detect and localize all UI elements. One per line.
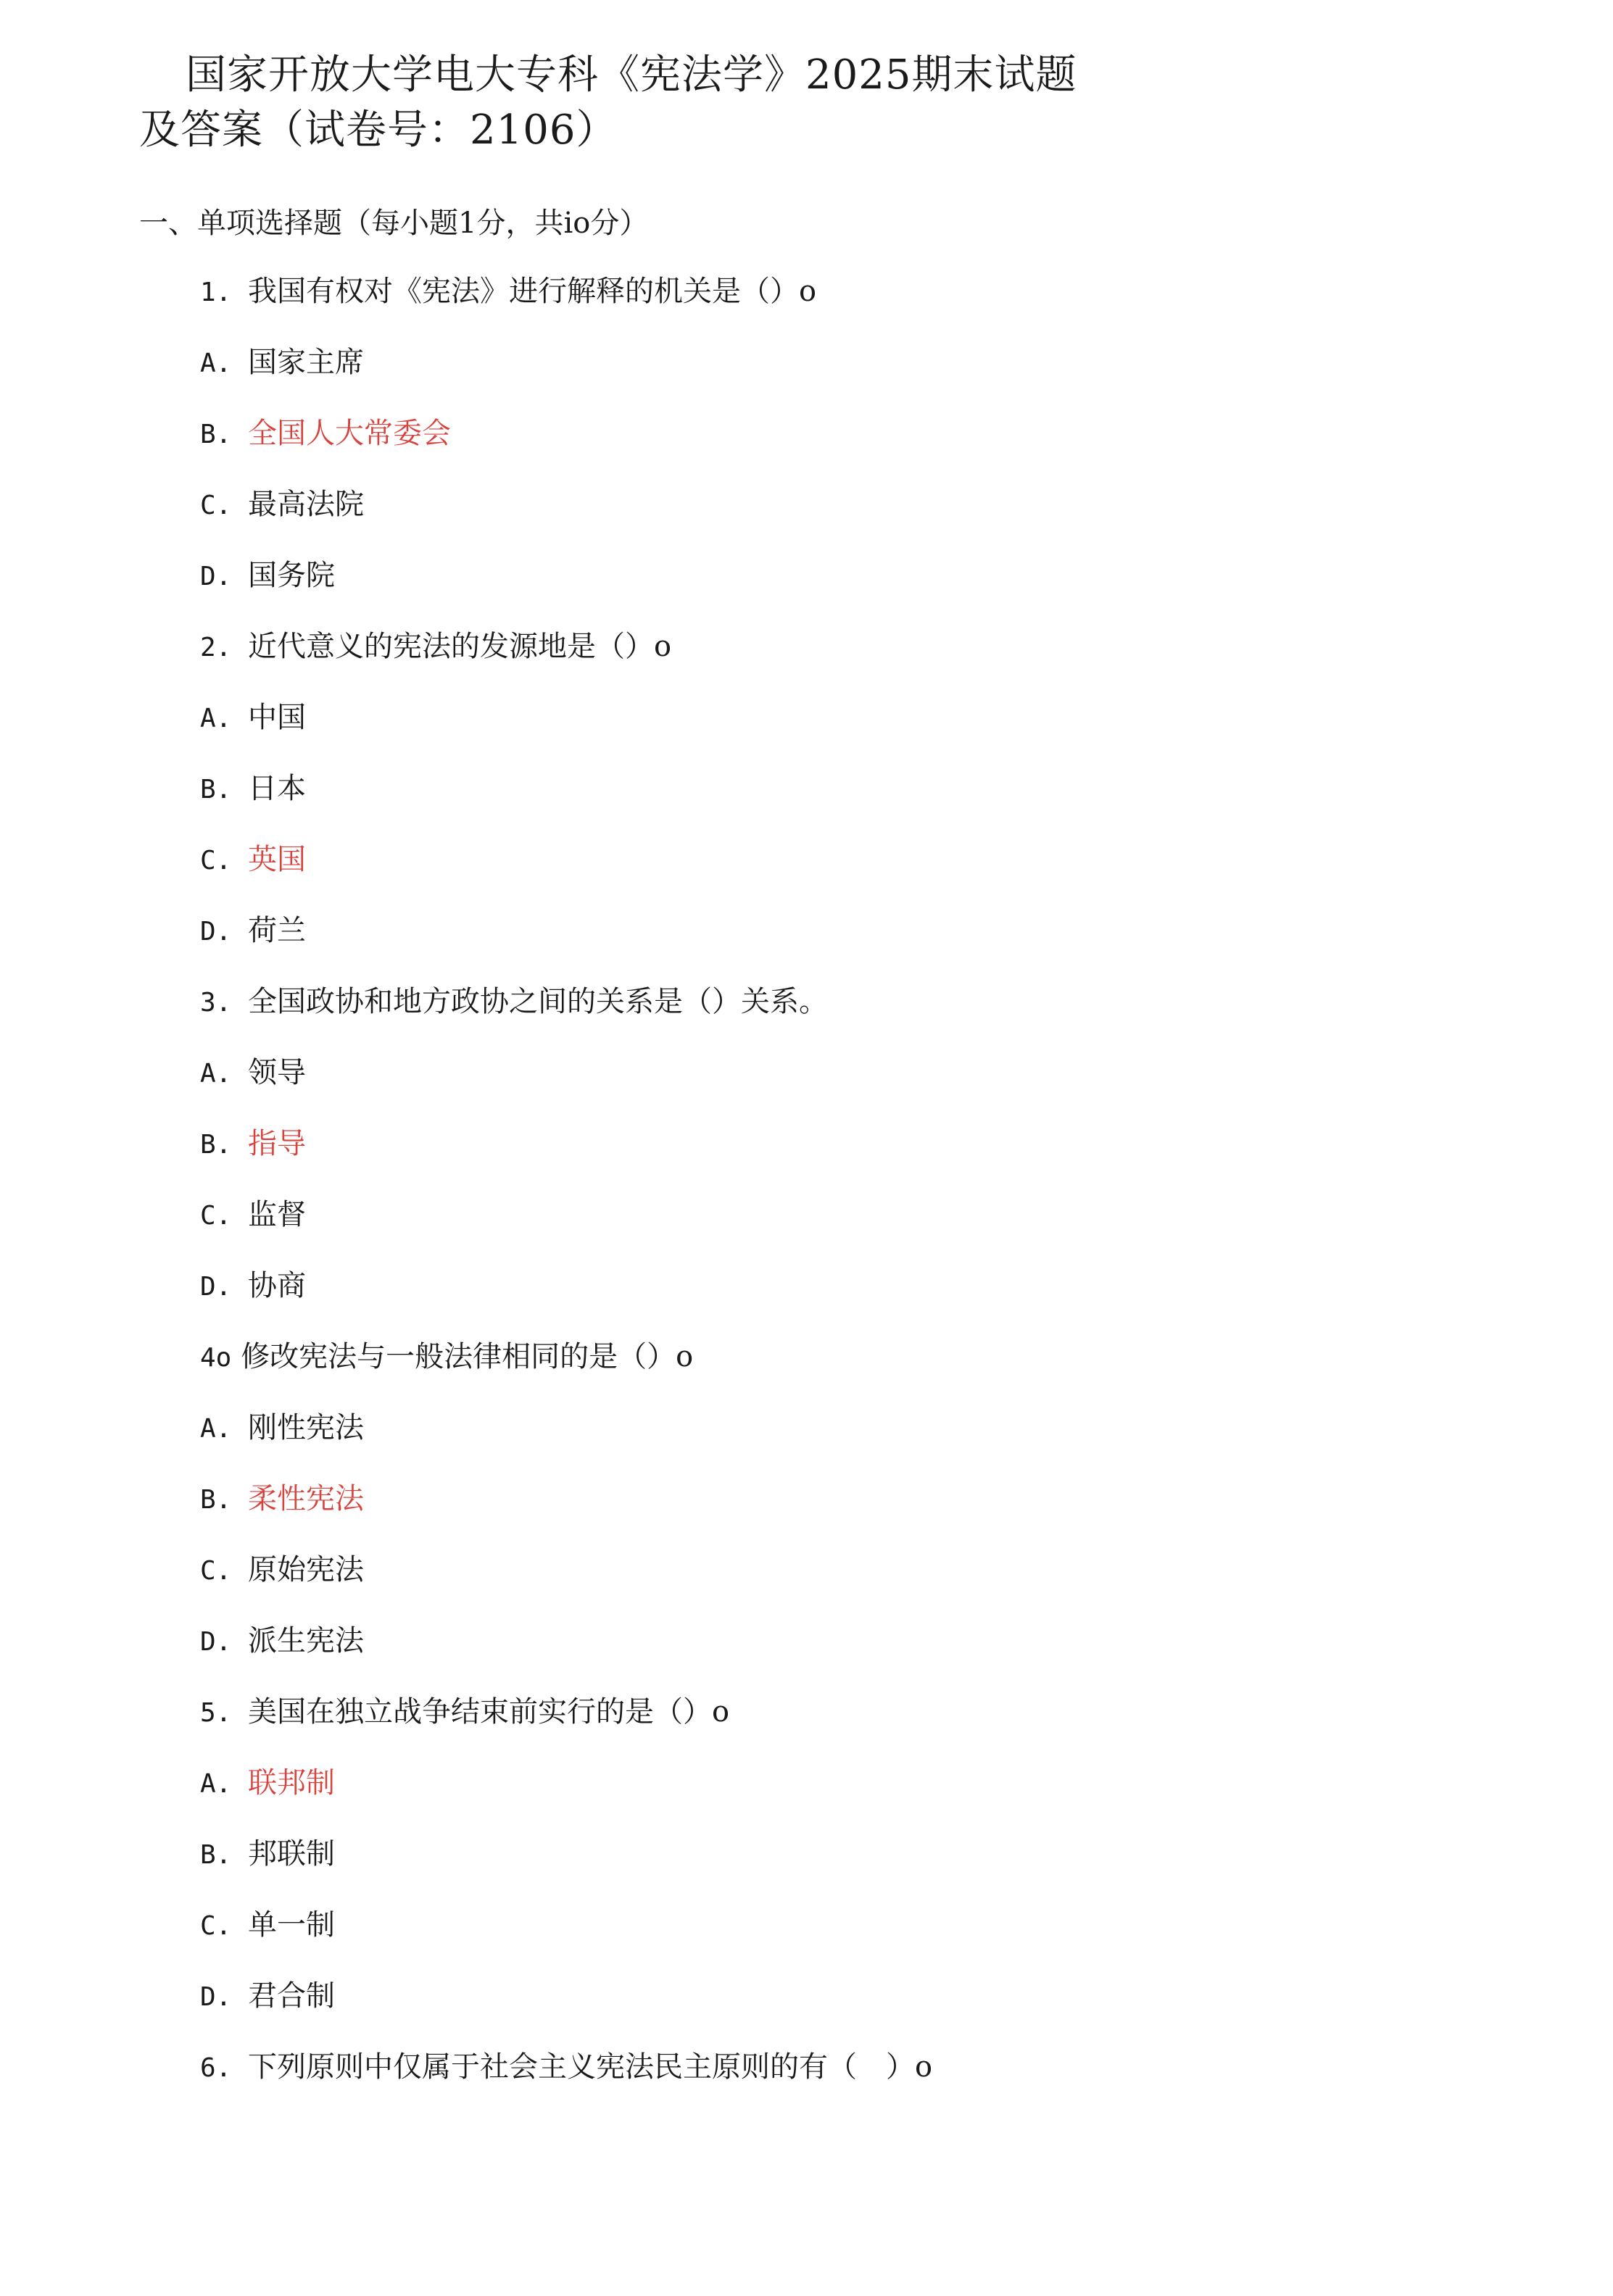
option-letter: B. [200,775,232,804]
document-title [139,48,1227,158]
question-text: 修改宪法与一般法律相同的是（）o [241,1340,694,1373]
option-text: 原始宪法 [248,1553,364,1586]
option-text: 最高法院 [248,488,364,521]
option-letter: C. [200,1911,232,1941]
option-letter: B. [200,1130,232,1160]
option-letter: A. [200,1059,232,1089]
option-letter: D. [200,1982,232,2012]
document-title-line-1: 国家开放大学电大专科《宪法学》2025期末试题 [186,51,1077,99]
question-text: 我国有权对《宪法》进行解释的机关是（）o [248,275,817,308]
document-title-line-2: 及答案（试卷号：2106） [139,107,618,154]
option [200,486,1505,557]
option-text: 协商 [248,1269,306,1302]
question-number: 2. [200,633,232,662]
option-text: 全国人大常委会 [248,417,451,450]
option-text: 派生宪法 [248,1624,364,1657]
question-stem [200,2048,1505,2119]
option-text: 领导 [248,1056,306,1089]
option-letter: B. [200,1485,232,1515]
option-letter: D. [200,1272,232,1302]
question-stem [200,983,1505,1054]
option [200,1267,1505,1338]
option-text: 日本 [248,772,306,805]
question-stem [200,1693,1505,1764]
question-text: 全国政协和地方政协之间的关系是（）关系。 [248,985,828,1018]
option-text: 国务院 [248,559,335,592]
option-letter: D. [200,917,232,947]
option [200,770,1505,841]
question-list [200,273,1505,2119]
option-letter: C. [200,846,232,875]
option-letter: D. [200,1627,232,1657]
question-stem [200,1338,1505,1409]
option [200,1906,1505,1977]
option-letter: A. [200,1769,232,1799]
question-number: 6. [200,2053,232,2083]
answer-option [200,415,1505,486]
option-letter: D. [200,562,232,591]
answer-option [200,1480,1505,1551]
option-letter: A. [200,704,232,733]
option [200,1551,1505,1622]
option-text: 柔性宪法 [248,1482,364,1515]
option-letter: C. [200,491,232,520]
option [200,1622,1505,1693]
question-number: 4o [200,1343,232,1373]
option-text: 中国 [248,701,306,734]
option-text: 君合制 [248,1979,335,2013]
option [200,1054,1505,1125]
option-text: 刚性宪法 [248,1411,364,1444]
option [200,912,1505,983]
option-text: 荷兰 [248,914,306,947]
option [200,1196,1505,1267]
option [200,1409,1505,1480]
question-text: 近代意义的宪法的发源地是（）o [248,630,672,663]
question-text: 下列原则中仅属于社会主义宪法民主原则的有（ ）o [248,2050,933,2084]
option-text: 英国 [248,843,306,876]
option-text: 单一制 [248,1908,335,1942]
option-text: 联邦制 [248,1766,335,1800]
option [200,1977,1505,2048]
option-letter: C. [200,1201,232,1231]
question-number: 1. [200,278,232,307]
option-text: 国家主席 [248,346,364,379]
question-number: 5. [200,1698,232,1728]
answer-option [200,1125,1505,1196]
option-letter: C. [200,1556,232,1586]
option-letter: A. [200,1414,232,1444]
answer-option [200,841,1505,912]
option-text: 邦联制 [248,1837,335,1871]
question-stem [200,628,1505,699]
option-text: 指导 [248,1127,306,1160]
option-letter: A. [200,349,232,378]
option-letter: B. [200,420,232,449]
question-number: 3. [200,988,232,1018]
option-text: 监督 [248,1198,306,1231]
option [200,699,1505,770]
option [200,1835,1505,1906]
question-stem [200,273,1505,344]
answer-option [200,1764,1505,1835]
option-letter: B. [200,1840,232,1870]
section-heading: 一、单项选择题（每小题1分，共io分） [139,207,649,240]
question-text: 美国在独立战争结束前实行的是（）o [248,1695,730,1729]
option [200,344,1505,415]
option [200,557,1505,628]
